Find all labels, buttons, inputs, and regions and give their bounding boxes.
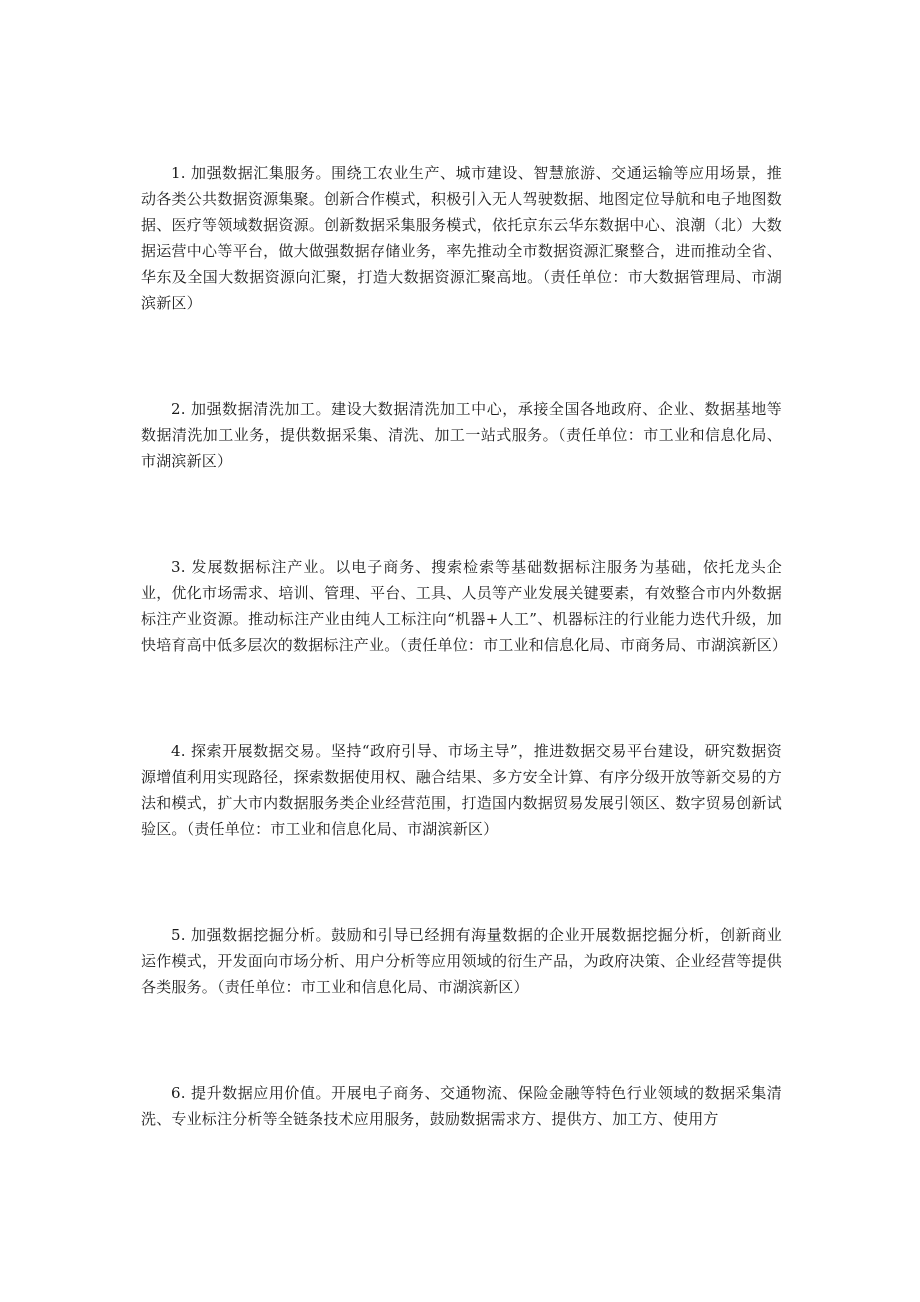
paragraph-6: 6. 提升数据应用价值。开展电子商务、交通物流、保险金融等特色行业领域的数据采集清洗、专业标注分析等全链条技术应用服务，鼓励数据需求方、提供方、加工方、使用方: [141, 1084, 782, 1128]
paragraph-5: 5. 加强数据挖掘分析。鼓励和引导已经拥有海量数据的企业开展数据挖掘分析，创新商业运作模式，开发面向市场分析、用户分析等应用领域的衍生产品，为政府决策、企业经营等提供各类服务。（责任单位：市工业和信息化局、市湖滨新区）: [141, 926, 782, 996]
paragraph-2: 2. 加强数据清洗加工。建设大数据清洗加工中心，承接全国各地政府、企业、数据基地等数据清洗加工业务，提供数据采集、清洗、加工一站式服务。（责任单位：市工业和信息化局、市湖滨新区）: [141, 400, 782, 470]
paragraph-4: 4. 探索开展数据交易。坚持“政府引导、市场主导”，推进数据交易平台建设，研究数据资源增值利用实现路径，探索数据使用权、融合结果、多方安全计算、有序分级开放等新交易的方法和模式，扩大市内数据服务类企业经营范围，打造国内数据贸易发展引领区、数字贸易创新试验区。（责任单位：市工业和信息化局、市湖滨新区）: [141, 742, 782, 838]
paragraph-1: 1. 加强数据汇集服务。围绕工农业生产、城市建设、智慧旅游、交通运输等应用场景，推动各类公共数据资源集聚。创新合作模式，积极引入无人驾驶数据、地图定位导航和电子地图数据、医疗等领域数据资源。创新数据采集服务模式，依托京东云华东数据中心、浪潮（北）大数据运营中心等平台，做大做强数据存储业务，率先推动全市数据资源汇聚整合，进而推动全省、华东及全国大数据资源向汇聚，打造大数据资源汇聚高地。（责任单位：市大数据管理局、市湖滨新区）: [141, 164, 782, 312]
document-body: [141, 160, 788, 1132]
paragraph-3: 3. 发展数据标注产业。以电子商务、搜索检索等基础数据标注服务为基础，依托龙头企业，优化市场需求、培训、管理、平台、工具、人员等产业发展关键要素，有效整合市内外数据标注产业资源。推动标注产业由纯人工标注向“机器+人工”、机器标注的行业能力迭代升级，加快培育高中低多层次的数据标注产业。（责任单位：市工业和信息化局、市商务局、市湖滨新区）: [141, 558, 788, 654]
